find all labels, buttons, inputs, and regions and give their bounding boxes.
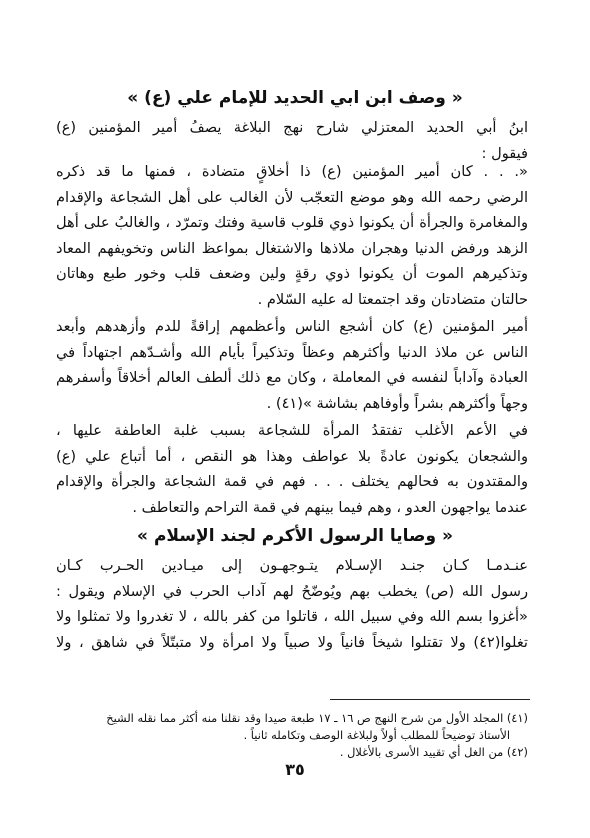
page-number: ٣٥ (285, 760, 305, 779)
text-line: وجهاً وأكثرهم بشراً وأوفاهم بشاشة »(٤١) . (266, 394, 528, 412)
text-line: وتذكيرهم الموت أن يكونوا ذوي رقةٍ ولين وضعف قلب وخور طبع وهاتان (56, 265, 528, 283)
footnote-42: (٤٢) من الغل أي تقييد الأسرى بالأغلال . (339, 745, 528, 759)
text-line: تغلوا(٤٢) ولا تقتلوا شيخاً فانياً ولا صبياً ولا امرأة ولا متبتّلاً في شاهق ، ولا (56, 633, 528, 651)
text-line: ابنُ أبي الحديد المعتزلي شارح نهج البلاغة يصفُ أمير المؤمنين (ع) (56, 119, 528, 136)
paragraph-courage (56, 418, 528, 520)
text-line: الناس عن ملاذ الدنيا وأكثرهم وعظاً وتذكيراً بأيام الله وأشـدّهم اجتهاداً في (56, 343, 528, 361)
text-line: العبادة وآداباً لنفسه في المعاملة ، وكان مع ذلك ألطف العالم أخلاقاً وأسفرهم (56, 369, 528, 387)
text-line: عنـدمـا كـان جنـد الإسـلام يتـوجهـون إلى ميـادين الحـرب كـان (56, 557, 528, 574)
text-line: في الأعم الأغلب تفتقدُ المرأة للشجاعة بسبب غلبة العاطفة عليها ، (56, 422, 528, 439)
text-line: والمغامرة والجرأة أن يكونوا ذوي قلوب قاسية وفتك وتمرّد ، والغالبُ على أهل (56, 214, 528, 232)
text-line: رسول الله (ص) يخطب بهم ويُوضّحُ لهم آداب الحرب في الإسلام ويقول : (56, 582, 528, 600)
text-line: والشجعان يكونون عادةً بلا عواطف وهذا هو النقص ، أما أتباع علي (ع) (56, 447, 528, 465)
text-line: الزهد ورفض الدنيا وهجران ملاذها والاشتغال بمواعظ الناس وتخويفهم المعاد (56, 239, 528, 257)
text-line: حالتان متضادتان وقد اجتمعتا له عليه السّلام . (257, 290, 528, 308)
text-line: الرضي رحمه الله وهو موضع التعجّب لأن الغالب على أهل الشجاعة والإقدام (56, 188, 528, 206)
text-line: أمير المؤمنين (ع) كان أشجع الناس وأعظمهم إراقةً للدم وأزهدهم وأبعد (56, 318, 528, 335)
footnote-divider (330, 699, 530, 700)
paragraph-prophet (56, 553, 528, 655)
section-heading-ibn-abi-al-hadid: « وصف ابن ابي الحديد للإمام علي (ع) » (127, 88, 463, 108)
text-line: «أغزوا بسم الله وفي سبيل الله ، قاتلوا من كفر بالله ، لا تغدروا ولا تمثلوا ولا (56, 608, 528, 626)
footnote-41-continuation: الأستاذ توضيحاً للمطلب أولاً ولبلاغة الوصف وتكامله ثانياً . (243, 728, 510, 742)
footnotes (56, 710, 528, 761)
text-line: فيقول : (481, 144, 528, 162)
text-line: عندما يواجهون العدو ، وهم فيما بينهم في قمة التراحم والتعاطف . (132, 498, 528, 516)
section-heading-prophet-advice: « وصايا الرسول الأكرم لجند الإسلام » (137, 526, 453, 546)
quote-paragraph-1 (56, 159, 528, 313)
text-line: والمقتدون به فحالهم يختلف . . . فهم في قمة الشجاعة والجرأة والإقدام (56, 473, 528, 491)
quote-paragraph-2 (56, 314, 528, 416)
text-line: «. . . كان أمير المؤمنين (ع) ذا أخلاقٍ متضادة ، فمنها ما قد ذكره (56, 163, 528, 180)
footnote-41: (٤١) المجلد الأول من شرح النهج ص ١٦ ـ ١٧ طبعة صيدا وقد نقلنا منه أكثر مما نقله الشيخ (106, 711, 528, 725)
